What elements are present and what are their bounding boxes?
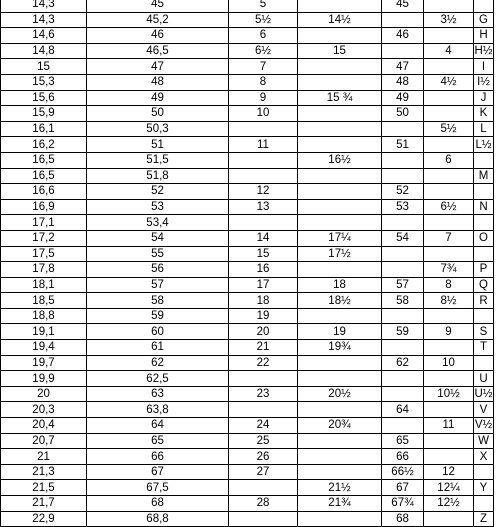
- table-row: [1, 293, 494, 309]
- table-cell: 5½: [229, 12, 298, 28]
- table-cell: I: [474, 59, 494, 75]
- table-cell: 47: [87, 59, 229, 75]
- table-cell: 66½: [382, 464, 424, 480]
- table-cell: 26: [229, 449, 298, 465]
- table-cell: 50: [382, 106, 424, 122]
- table-cell: [382, 121, 424, 137]
- table-cell: 16½: [298, 152, 382, 168]
- table-cell: 51: [382, 137, 424, 153]
- table-cell: 8½: [424, 293, 474, 309]
- table-cell: 6½: [229, 43, 298, 59]
- table-cell: 46: [87, 28, 229, 44]
- table-cell: 10½: [424, 386, 474, 402]
- table-cell: 14,6: [1, 28, 87, 44]
- table-cell: 7¾: [424, 262, 474, 278]
- table-cell: 15,3: [1, 74, 87, 90]
- table-cell: 66: [87, 449, 229, 465]
- table-cell: 11: [424, 418, 474, 434]
- table-cell: 53: [87, 199, 229, 215]
- table-cell: [382, 152, 424, 168]
- table-row: [1, 262, 494, 278]
- table-cell: 17,2: [1, 230, 87, 246]
- table-cell: 51,5: [87, 152, 229, 168]
- table-cell: [474, 0, 494, 12]
- table-cell: [382, 418, 424, 434]
- table-cell: [382, 12, 424, 28]
- table-cell: 49: [382, 90, 424, 106]
- table-cell: 56: [87, 262, 229, 278]
- table-cell: [424, 184, 474, 200]
- table-cell: [229, 152, 298, 168]
- table-cell: 53: [382, 199, 424, 215]
- table-cell: 9: [229, 90, 298, 106]
- table-cell: X: [474, 449, 494, 465]
- table-cell: V: [474, 402, 494, 418]
- table-cell: 28: [229, 496, 298, 512]
- table-cell: 4: [424, 43, 474, 59]
- table-cell: 15: [1, 59, 87, 75]
- table-row: [1, 184, 494, 200]
- table-cell: [298, 308, 382, 324]
- table-row: [1, 433, 494, 449]
- table-cell: 7: [424, 230, 474, 246]
- table-cell: U½: [474, 388, 493, 401]
- table-cell: 21: [1, 449, 87, 465]
- table-cell: 5: [229, 0, 298, 12]
- table-cell: 19,1: [1, 324, 87, 340]
- table-cell: [424, 246, 474, 262]
- table-cell: 49: [87, 90, 229, 106]
- table-cell: 20: [1, 386, 87, 402]
- table-cell: 17: [229, 277, 298, 293]
- table-body: [1, 0, 494, 527]
- table-cell: [298, 215, 382, 231]
- table-cell: [229, 215, 298, 231]
- table-cell: [424, 433, 474, 449]
- table-cell: [424, 28, 474, 44]
- table-cell: 45: [382, 0, 424, 12]
- table-cell: 61: [87, 340, 229, 356]
- table-cell: 21,5: [1, 480, 87, 496]
- table-cell: U: [474, 371, 494, 387]
- table-cell: 45: [87, 0, 229, 12]
- table-row: [1, 246, 494, 262]
- table-cell: [382, 262, 424, 278]
- table-cell: [382, 246, 424, 262]
- table-cell: 53,4: [87, 215, 229, 231]
- table-cell: [382, 43, 424, 59]
- table-cell: [298, 262, 382, 278]
- table-cell: 17¼: [298, 230, 382, 246]
- table-cell: [382, 168, 424, 184]
- table-cell: 12: [229, 184, 298, 200]
- table-cell: 18½: [298, 293, 382, 309]
- table-cell: [474, 215, 494, 231]
- table-row: [1, 386, 494, 402]
- table-row: [1, 0, 494, 12]
- table-cell: 17,1: [1, 215, 87, 231]
- table-cell: 21¾: [298, 496, 382, 512]
- table-row: [1, 480, 494, 496]
- table-row: [1, 137, 494, 153]
- table-cell: 14,3: [1, 12, 87, 28]
- table-cell: 12¼: [424, 480, 474, 496]
- table-cell: 54: [382, 230, 424, 246]
- table-cell: [298, 168, 382, 184]
- table-cell: 25: [229, 433, 298, 449]
- table-cell: [424, 371, 474, 387]
- table-cell: 5½: [424, 121, 474, 137]
- table-cell: 52: [382, 184, 424, 200]
- table-cell: 45,2: [87, 12, 229, 28]
- table-cell: O: [474, 230, 494, 246]
- table-cell: 15: [298, 43, 382, 59]
- table-cell: 8: [229, 74, 298, 90]
- table-cell: 62: [382, 355, 424, 371]
- table-row: [1, 199, 494, 215]
- table-cell: [424, 106, 474, 122]
- table-row: [1, 324, 494, 340]
- table-row: [1, 152, 494, 168]
- table-row: [1, 340, 494, 356]
- table-cell: 19¾: [298, 340, 382, 356]
- table-cell: [474, 355, 494, 371]
- table-cell: [229, 480, 298, 496]
- table-cell: 66: [382, 449, 424, 465]
- table-cell: 16,5: [1, 152, 87, 168]
- table-cell: [424, 90, 474, 106]
- table-cell: 64: [87, 418, 229, 434]
- table-cell: 18: [229, 293, 298, 309]
- table-cell: [229, 168, 298, 184]
- table-cell: 52: [87, 184, 229, 200]
- table-cell: M: [474, 168, 494, 184]
- table-cell: V½: [474, 419, 493, 432]
- table-cell: 46: [382, 28, 424, 44]
- table-cell: T: [474, 340, 494, 356]
- table-row: [1, 449, 494, 465]
- table-cell: 7: [229, 59, 298, 75]
- table-cell: 54: [87, 230, 229, 246]
- table-cell: 68: [87, 496, 229, 512]
- table-cell: 23: [229, 386, 298, 402]
- table-cell: 10: [424, 355, 474, 371]
- table-cell: [298, 28, 382, 44]
- table-cell: 68: [382, 511, 424, 527]
- table-cell: 55: [87, 246, 229, 262]
- table-cell: 20,7: [1, 433, 87, 449]
- table-row: [1, 215, 494, 231]
- table-cell: 16: [229, 262, 298, 278]
- table-cell: [298, 433, 382, 449]
- table-cell: [298, 355, 382, 371]
- table-row: [1, 277, 494, 293]
- table-cell: [382, 371, 424, 387]
- table-cell: [424, 0, 474, 12]
- table-cell: 20¾: [298, 418, 382, 434]
- table-cell: 18,8: [1, 308, 87, 324]
- table-cell: 51,8: [87, 168, 229, 184]
- table-cell: 59: [87, 308, 229, 324]
- table-cell: 46,5: [87, 43, 229, 59]
- table-cell: 63,8: [87, 402, 229, 418]
- table-cell: [298, 106, 382, 122]
- table-cell: [424, 137, 474, 153]
- table-cell: [298, 199, 382, 215]
- table-cell: [229, 371, 298, 387]
- table-cell: W: [474, 433, 494, 449]
- table-cell: 20½: [298, 386, 382, 402]
- table-cell: 48: [87, 74, 229, 90]
- table-cell: I½: [474, 74, 494, 90]
- table-cell: 13: [229, 199, 298, 215]
- table-cell: 17,8: [1, 262, 87, 278]
- table-cell: [298, 371, 382, 387]
- table-cell: 24: [229, 418, 298, 434]
- table-cell: R: [474, 293, 494, 309]
- table-cell: 15 ¾: [298, 90, 382, 106]
- table-cell: L: [474, 121, 494, 137]
- table-cell: 65: [382, 433, 424, 449]
- table-row: [1, 168, 494, 184]
- table-row: [1, 464, 494, 480]
- table-cell: [298, 464, 382, 480]
- table-cell: 22,9: [1, 511, 87, 527]
- table-cell: 19,4: [1, 340, 87, 356]
- table-cell: 12½: [424, 496, 474, 512]
- table-cell: [382, 386, 424, 402]
- table-cell: [474, 152, 494, 168]
- table-cell: 10: [229, 106, 298, 122]
- table-cell: [474, 496, 494, 512]
- table-cell: 18,1: [1, 277, 87, 293]
- table-cell: 27: [229, 464, 298, 480]
- table-cell: 18: [298, 277, 382, 293]
- table-row: [1, 121, 494, 137]
- table-cell: [474, 184, 494, 200]
- table-cell: [424, 449, 474, 465]
- table-cell: [298, 74, 382, 90]
- table-cell: 67: [382, 480, 424, 496]
- table-cell: [474, 246, 494, 262]
- table-cell: 59: [382, 324, 424, 340]
- table-row: [1, 59, 494, 75]
- table-cell: 6½: [424, 199, 474, 215]
- table-cell: 57: [382, 277, 424, 293]
- table-cell: Z: [474, 511, 494, 527]
- table-cell: 51: [87, 137, 229, 153]
- table-row: [1, 106, 494, 122]
- table-cell: 67: [87, 464, 229, 480]
- table-cell: 8: [424, 277, 474, 293]
- table-cell: 48: [382, 74, 424, 90]
- table-cell: 60: [87, 324, 229, 340]
- table-cell: 65: [87, 433, 229, 449]
- table-cell: 15,6: [1, 90, 87, 106]
- table-cell: [424, 511, 474, 527]
- table-cell: [298, 0, 382, 12]
- table-cell: 15: [229, 246, 298, 262]
- table-cell: 16,6: [1, 184, 87, 200]
- table-cell: [298, 511, 382, 527]
- table-cell: 67¾: [382, 496, 424, 512]
- table-cell: 3½: [424, 12, 474, 28]
- table-cell: 16,5: [1, 168, 87, 184]
- table-cell: 63: [87, 386, 229, 402]
- table-cell: 19: [229, 308, 298, 324]
- table-cell: S: [474, 324, 494, 340]
- table-cell: 58: [87, 293, 229, 309]
- table-cell: 16,1: [1, 121, 87, 137]
- table-cell: 14½: [298, 12, 382, 28]
- table-cell: [474, 308, 494, 324]
- table-row: [1, 90, 494, 106]
- table-cell: [424, 308, 474, 324]
- table-row: [1, 402, 494, 418]
- table-cell: 50: [87, 106, 229, 122]
- table-row: [1, 496, 494, 512]
- table-cell: P: [474, 262, 494, 278]
- table-cell: Y: [474, 480, 494, 496]
- table-cell: 17,5: [1, 246, 87, 262]
- table-row: [1, 12, 494, 28]
- table-cell: 6: [424, 152, 474, 168]
- table-cell: 14,8: [1, 43, 87, 59]
- table-row: [1, 74, 494, 90]
- table-cell: [298, 449, 382, 465]
- table-cell: [229, 121, 298, 137]
- table-cell: L½: [475, 138, 492, 151]
- table-cell: 18,5: [1, 293, 87, 309]
- table-cell: J: [474, 90, 494, 106]
- table-cell: 9: [424, 324, 474, 340]
- table-cell: [424, 168, 474, 184]
- table-cell: [474, 464, 494, 480]
- table-cell: 14,3: [1, 0, 87, 12]
- table-cell: [298, 59, 382, 75]
- table-cell: H½: [474, 45, 493, 58]
- table-cell: 67,5: [87, 480, 229, 496]
- table-cell: [424, 215, 474, 231]
- table-cell: N: [474, 199, 494, 215]
- table-cell: [424, 340, 474, 356]
- table-cell: 57: [87, 277, 229, 293]
- table-cell: K: [474, 106, 494, 122]
- table-row: [1, 230, 494, 246]
- table-cell: H: [474, 28, 494, 44]
- table-cell: 15,9: [1, 106, 87, 122]
- table-cell: 62: [87, 355, 229, 371]
- table-cell: 20,4: [1, 418, 87, 434]
- table-cell: 12: [424, 464, 474, 480]
- table-cell: 22: [229, 355, 298, 371]
- table-cell: 68,8: [87, 511, 229, 527]
- table-cell: [229, 402, 298, 418]
- table-row: [1, 308, 494, 324]
- table-cell: 20: [229, 324, 298, 340]
- table-cell: 50,3: [87, 121, 229, 137]
- table-cell: [298, 121, 382, 137]
- table-cell: 11: [229, 137, 298, 153]
- table-cell: [229, 511, 298, 527]
- table-cell: 4½: [424, 74, 474, 90]
- table-cell: 16,2: [1, 137, 87, 153]
- table-cell: Q: [474, 277, 494, 293]
- table-row: [1, 355, 494, 371]
- table-row: [1, 418, 494, 434]
- table-cell: 62,5: [87, 371, 229, 387]
- table-cell: 47: [382, 59, 424, 75]
- table-row: [1, 511, 494, 527]
- table-cell: [424, 59, 474, 75]
- table-cell: G: [474, 12, 494, 28]
- table-cell: [298, 184, 382, 200]
- table-cell: [424, 402, 474, 418]
- table-cell: 20,3: [1, 402, 87, 418]
- table-row: [1, 371, 494, 387]
- table-cell: 19,9: [1, 371, 87, 387]
- table-cell: 17½: [298, 246, 382, 262]
- table-cell: 14: [229, 230, 298, 246]
- table-cell: [382, 215, 424, 231]
- table-row: [1, 28, 494, 44]
- table-cell: 6: [229, 28, 298, 44]
- table-cell: [298, 402, 382, 418]
- table-cell: 19: [298, 324, 382, 340]
- table-cell: 21,3: [1, 464, 87, 480]
- table-cell: [382, 308, 424, 324]
- table-cell: 21: [229, 340, 298, 356]
- table-cell: 21½: [298, 480, 382, 496]
- table-cell: [382, 340, 424, 356]
- table-cell: 16,9: [1, 199, 87, 215]
- table-cell: [298, 137, 382, 153]
- table-cell: 21,7: [1, 496, 87, 512]
- table-row: [1, 43, 494, 59]
- table-cell: 64: [382, 402, 424, 418]
- table-cell: 19,7: [1, 355, 87, 371]
- table-cell: 58: [382, 293, 424, 309]
